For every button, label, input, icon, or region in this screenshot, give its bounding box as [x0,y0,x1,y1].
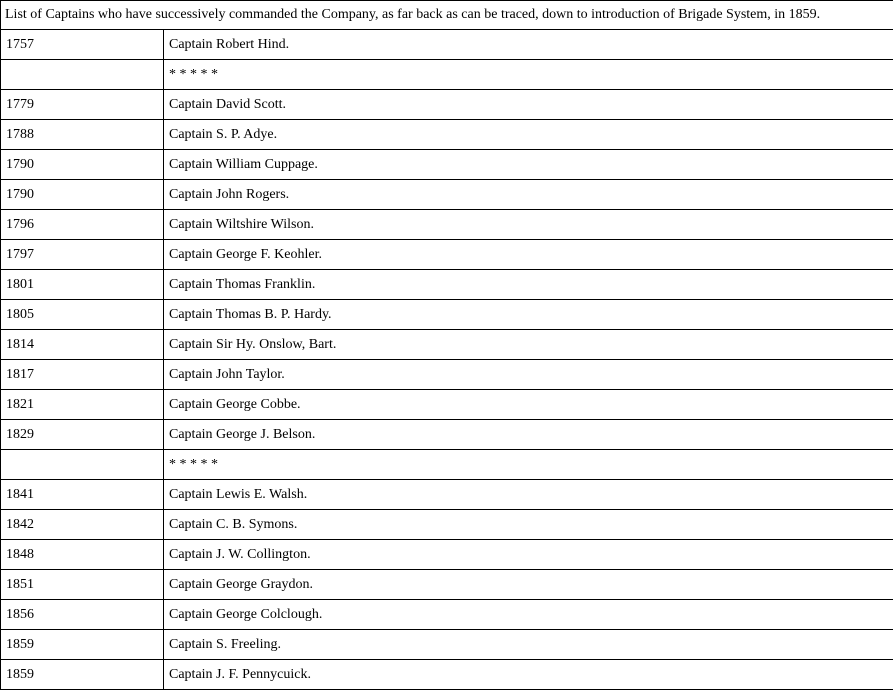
table-row [1,510,893,540]
table-row [1,390,893,420]
captain-cell: Captain C. B. Symons. [164,510,893,540]
year-cell: 1790 [1,150,164,180]
table-row [1,30,893,60]
year-cell [1,450,164,480]
table-row [1,540,893,570]
table-row [1,180,893,210]
table-row [1,120,893,150]
year-cell: 1841 [1,480,164,510]
year-cell: 1805 [1,300,164,330]
caption-row [1,1,893,30]
year-cell: 1788 [1,120,164,150]
table-row [1,150,893,180]
year-cell: 1821 [1,390,164,420]
year-cell: 1848 [1,540,164,570]
year-cell: 1814 [1,330,164,360]
table-row [1,240,893,270]
captain-cell: Captain George J. Belson. [164,420,893,450]
table-body [1,1,893,690]
year-cell [1,60,164,90]
captain-cell: * * * * * [164,450,893,480]
captain-cell: Captain Thomas B. P. Hardy. [164,300,893,330]
year-cell: 1796 [1,210,164,240]
captain-cell: Captain Lewis E. Walsh. [164,480,893,510]
captain-cell: Captain Wiltshire Wilson. [164,210,893,240]
year-cell: 1757 [1,30,164,60]
captain-cell: * * * * * [164,60,893,90]
captain-cell: Captain George F. Keohler. [164,240,893,270]
year-cell: 1842 [1,510,164,540]
year-cell: 1829 [1,420,164,450]
captain-cell: Captain William Cuppage. [164,150,893,180]
table-row [1,360,893,390]
table-row [1,330,893,360]
captain-cell: Captain George Graydon. [164,570,893,600]
captain-cell: Captain S. Freeling. [164,630,893,660]
table-caption: List of Captains who have successively commanded the Company, as far back as can be traced, down to introduction of Brigade System, in 1859. [1,1,893,30]
table-row [1,270,893,300]
captain-cell: Captain Thomas Franklin. [164,270,893,300]
year-cell: 1790 [1,180,164,210]
table-row [1,90,893,120]
year-cell: 1856 [1,600,164,630]
table-row [1,600,893,630]
captain-cell: Captain S. P. Adye. [164,120,893,150]
table-row [1,300,893,330]
year-cell: 1859 [1,630,164,660]
year-cell: 1801 [1,270,164,300]
table-row [1,210,893,240]
captain-cell: Captain David Scott. [164,90,893,120]
captain-cell: Captain George Cobbe. [164,390,893,420]
captain-cell: Captain John Rogers. [164,180,893,210]
captain-cell: Captain J. W. Collington. [164,540,893,570]
table-row [1,630,893,660]
table-row [1,420,893,450]
year-cell: 1817 [1,360,164,390]
captain-cell: Captain George Colclough. [164,600,893,630]
captain-cell: Captain J. F. Pennycuick. [164,660,893,690]
table-row [1,60,893,90]
year-cell: 1779 [1,90,164,120]
table-row [1,660,893,690]
captain-cell: Captain Robert Hind. [164,30,893,60]
captain-cell: Captain Sir Hy. Onslow, Bart. [164,330,893,360]
year-cell: 1797 [1,240,164,270]
captain-cell: Captain John Taylor. [164,360,893,390]
year-cell: 1851 [1,570,164,600]
table-row [1,480,893,510]
table-row [1,570,893,600]
year-cell: 1859 [1,660,164,690]
table-row [1,450,893,480]
